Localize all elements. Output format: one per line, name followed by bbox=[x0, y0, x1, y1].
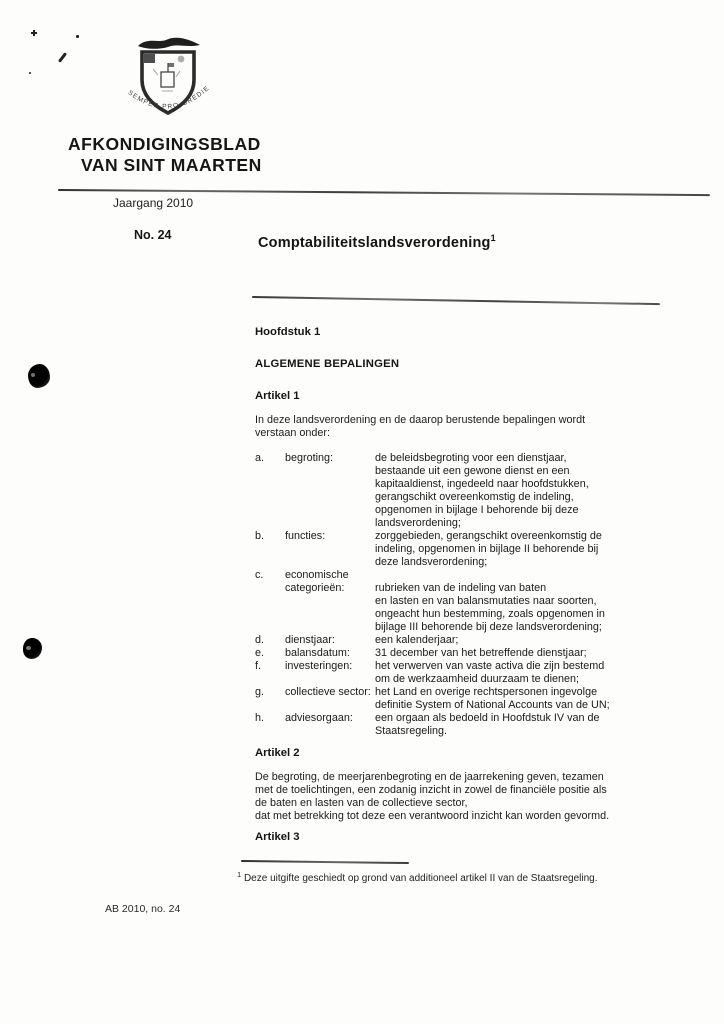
definition-row-b bbox=[255, 530, 667, 569]
document-title-text: Comptabiliteitslandsverordening bbox=[258, 235, 491, 251]
scan-artifact bbox=[58, 52, 67, 63]
scan-hole-punch-mark bbox=[23, 638, 42, 659]
footnote bbox=[237, 868, 677, 885]
definition-term: dienstjaar: bbox=[285, 634, 335, 646]
coat-of-arms-icon bbox=[118, 34, 218, 128]
document-title bbox=[258, 233, 496, 251]
definition-row-h bbox=[255, 712, 667, 738]
definition-term: economische categorieën: bbox=[285, 569, 349, 594]
definition-term: investeringen: bbox=[285, 660, 353, 672]
masthead-line1: AFKONDIGINGSBLAD bbox=[68, 134, 261, 154]
shield-corner-patch bbox=[144, 54, 155, 63]
article2-body: De begroting, de meerjarenbegroting en de jaarrekening geven, tezamen met de toelichtingen, een zodanig inzicht in zowel de financiële positie als de baten en lasten van de collectieve sector, dat met betrekking tot deze een verantwoord inzicht kan worden gevormd. bbox=[255, 771, 610, 822]
scan-artifact bbox=[33, 30, 35, 36]
definition-row-c bbox=[255, 569, 667, 634]
definition-letter: e. bbox=[255, 647, 265, 659]
definition-letter: g. bbox=[255, 686, 265, 698]
crest-bird-icon bbox=[138, 38, 200, 49]
issue-number: No. 24 bbox=[134, 228, 172, 242]
footnote-divider bbox=[241, 860, 409, 864]
footnote-marker: 1 bbox=[237, 870, 242, 879]
definition-list bbox=[255, 452, 667, 738]
definition-text: 31 december van het betreffende dienstjaar; bbox=[375, 647, 587, 659]
definition-text: zorggebieden, gerangschikt overeenkomstig de indeling, opgenomen in bijlage II behorende bij deze landsverordening; bbox=[375, 530, 602, 568]
footnote-text: Deze uitgifte geschiedt op grond van additioneel artikel II van de Staatsregeling. bbox=[243, 873, 598, 884]
scan-artifact bbox=[29, 72, 31, 74]
definition-letter: h. bbox=[255, 712, 265, 724]
definition-text: rubrieken van de indeling van baten en lasten en van balansmutaties naar soorten, ongeacht hun bestemming, zoals opgenomen in bijlage III behorende bij deze landsverordening; bbox=[375, 582, 605, 633]
article3-heading: Artikel 3 bbox=[255, 831, 300, 843]
definition-term: collectieve sector: bbox=[285, 686, 371, 698]
footer-reference: AB 2010, no. 24 bbox=[105, 903, 181, 915]
chapter-heading: Hoofdstuk 1 bbox=[255, 326, 321, 338]
definition-text: de beleidsbegroting voor een dienstjaar, bestaande uit een gewone dienst en een kapitaaldienst, ingedeeld naar hoofdstukken, gerangschikt overeenkomstig de indeling, opgenomen in bijlage I behorende bij deze landsverordening; bbox=[375, 452, 589, 529]
emblem-motto: SEMPER PRO GREDIE bbox=[126, 84, 212, 111]
masthead-line2: VAN SINT MAARTEN bbox=[81, 155, 262, 175]
section-heading: ALGEMENE BEPALINGEN bbox=[255, 358, 400, 370]
article1-heading: Artikel 1 bbox=[255, 390, 300, 402]
definition-letter: c. bbox=[255, 569, 264, 581]
definition-term: adviesorgaan: bbox=[285, 712, 353, 724]
definition-text: een kalenderjaar; bbox=[375, 634, 459, 646]
definition-letter: d. bbox=[255, 634, 265, 646]
definition-letter: b. bbox=[255, 530, 265, 542]
monument-base bbox=[161, 72, 174, 87]
definition-letter: f. bbox=[255, 660, 261, 672]
shield-detail bbox=[178, 56, 185, 63]
footnote-marker-ref: 1 bbox=[490, 233, 496, 243]
definition-term: functies: bbox=[285, 530, 326, 542]
scan-artifact bbox=[76, 35, 79, 38]
scan-hole-punch-mark bbox=[28, 364, 50, 388]
definition-row-e bbox=[255, 647, 667, 660]
definition-text: een orgaan als bedoeld in Hoofdstuk IV van de Staatsregeling. bbox=[375, 712, 600, 737]
masthead bbox=[68, 134, 262, 176]
definition-row-d bbox=[255, 634, 667, 647]
definition-letter: a. bbox=[255, 452, 265, 464]
title-divider bbox=[252, 296, 660, 305]
monument-flag bbox=[168, 63, 174, 67]
definition-text: het verwerven van vaste activa die zijn bestemd om de werkzaamheid duurzaam te dienen; bbox=[375, 660, 605, 685]
definition-term: begroting: bbox=[285, 452, 334, 464]
article2-heading: Artikel 2 bbox=[255, 747, 300, 759]
definition-row-g bbox=[255, 686, 667, 712]
year-label: Jaargang 2010 bbox=[113, 196, 194, 210]
definition-term: balansdatum: bbox=[285, 647, 350, 659]
definition-text: het Land en overige rechtspersonen ingevolge definitie System of National Accounts van de UN; bbox=[375, 686, 610, 711]
article1-intro: In deze landsverordening en de daarop berustende bepalingen wordt verstaan onder: bbox=[255, 414, 586, 439]
coat-of-arms-svg bbox=[118, 34, 218, 128]
definition-row-f bbox=[255, 660, 667, 686]
definition-row-a bbox=[255, 452, 667, 530]
document-body bbox=[255, 326, 667, 844]
